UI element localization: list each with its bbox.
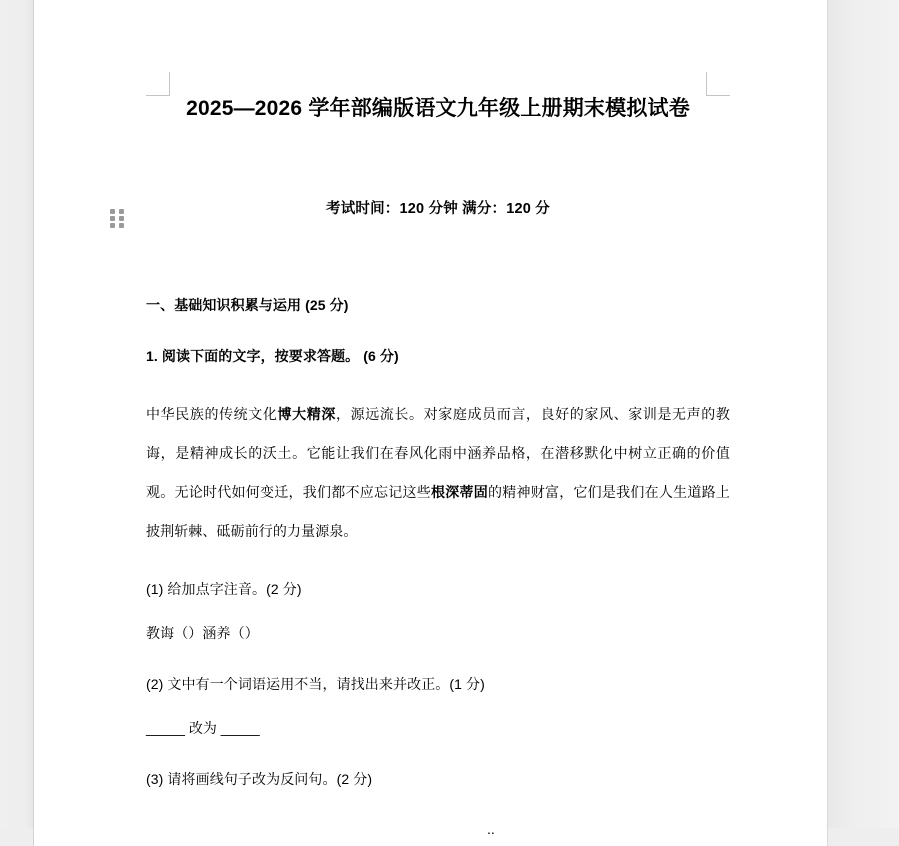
exam-info-subtitle: 考试时间：120 分钟 满分：120 分 [326,201,550,218]
section-heading-part-one: 一、基础知识积累与运用 (25 分) [146,297,349,314]
document-content [146,72,730,792]
sub-question-1-prompt: (1) 给加点字注音。(2 分) [146,581,302,598]
question-1-passage [146,366,730,551]
drag-dot [119,209,124,214]
drag-dot [110,209,115,214]
drag-dot [119,223,124,228]
passage-text-segment: ，源远流长。对家庭成员而言，良好的家风、家训是无声的教诲，是精神成长的沃土。它能让我们在春风化雨中涵养品格，在潜移默化中树立正确的价值观。无论时代如何变迁，我们都不应忘记这些 [146,406,730,501]
passage-emphasis-genshen-digu: 根深蒂固 [430,484,488,501]
passage-emphasis-boda-jingshen: 博大精深 [277,406,336,423]
page-title: 2025—2026 学年部编版语文九年级上册期末模拟试卷 [186,97,690,120]
left-gutter [0,0,33,828]
sub-question-1-answer-line[interactable]: 教诲（）涵养（） [146,625,259,642]
right-gutter [827,0,899,828]
passage-text-segment: 中华民族的传统文化 [146,406,278,423]
passage-text-segment: 的精神财富，它们是我们在人生道路上披荆斩棘、砥砺前行的力量源泉。 [146,484,731,540]
drag-dot [110,216,115,221]
sub-question-3-prompt: (3) 请将画线句子改为反问句。(2 分) [146,771,373,788]
drag-dot [110,223,115,228]
sub-question-2-answer-line[interactable]: _____ 改为 _____ [146,720,260,737]
sub-question-2-prompt: (2) 文中有一个词语运用不当，请找出来并改正。(1 分) [146,676,485,693]
drag-dot [119,216,124,221]
clipped-text-artifact [487,822,499,828]
drag-handle-icon[interactable] [110,209,125,229]
question-1-heading: 1. 阅读下面的文字，按要求答题。 (6 分) [146,348,399,365]
